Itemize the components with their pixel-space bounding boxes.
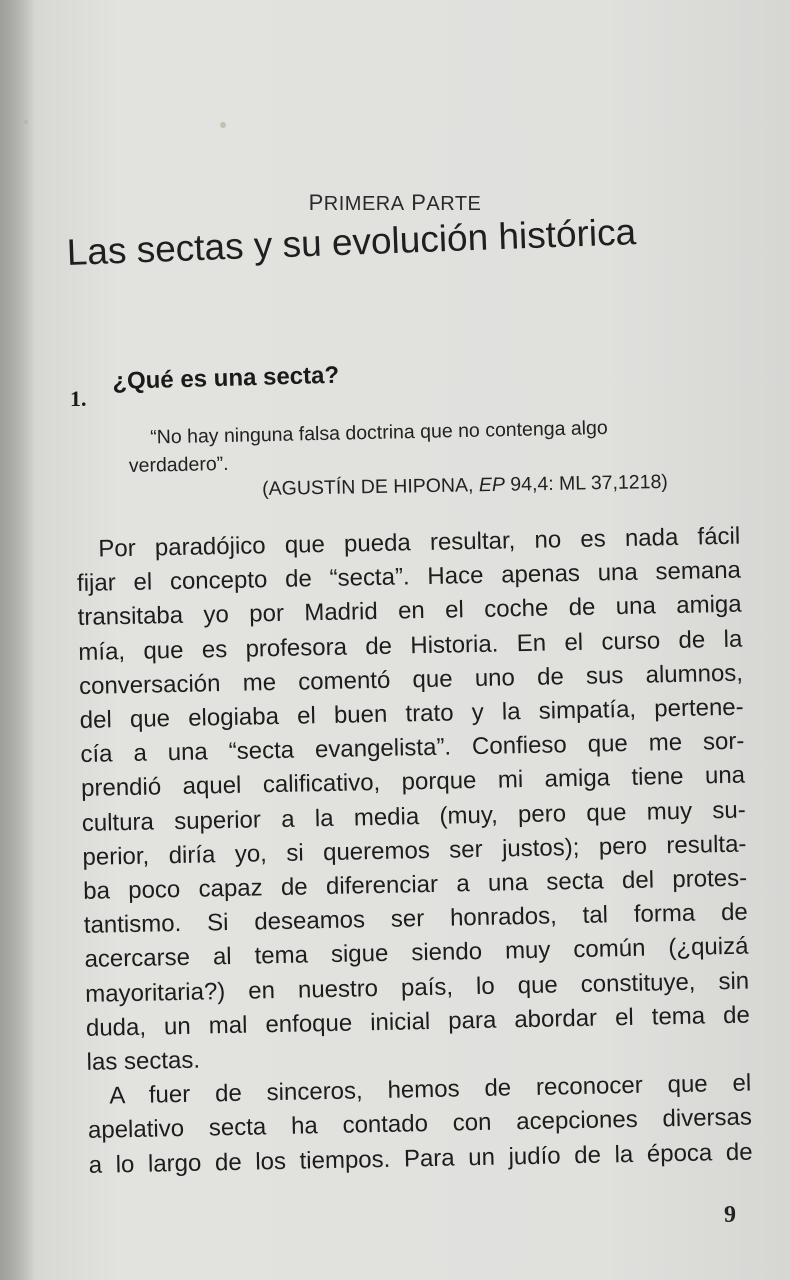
text-line: tantismo. Si deseamos ser honrados, tal forma de bbox=[83, 898, 749, 940]
chapter-title: Las sectas y su evolución histórica bbox=[66, 211, 637, 273]
citation-work: EP bbox=[478, 473, 506, 497]
text-line: cía a una “secta evangelista”. Confieso que me sor- bbox=[80, 727, 745, 769]
text-line: ba poco capaz de diferenciar a una secta del protes- bbox=[82, 864, 748, 905]
section-title: ¿Qué es una secta? bbox=[112, 361, 340, 395]
part-label-rest-2: ARTE bbox=[426, 193, 482, 215]
text-line: mayoritaria?) en nuestro país, lo que constituye, sin bbox=[84, 967, 750, 1008]
epigraph-line: verdadero”. bbox=[128, 452, 229, 477]
citation-author: (AGUSTÍN DE HIPONA, bbox=[262, 474, 474, 500]
citation-reference: 94,4: ML 37,1218) bbox=[510, 470, 669, 496]
text-line: apelativo secta ha contado con acepciones diversas bbox=[87, 1104, 753, 1145]
epigraph bbox=[128, 411, 739, 480]
part-label-initial: P bbox=[308, 190, 324, 215]
text-line: Por paradójico que pueda resultar, no es nada fácil bbox=[98, 522, 741, 563]
text-line: A fuer de sinceros, hemos de reconocer que el bbox=[109, 1069, 752, 1110]
text-line: transitaba yo por Madrid en el coche de una amiga bbox=[77, 591, 742, 632]
text-line: a lo largo de los tiempos. Para un judío de la época de bbox=[88, 1138, 753, 1179]
text-line: cultura superior a la media (muy, pero que muy su- bbox=[81, 796, 746, 837]
text-line: del que elogiaba el buen trato y la simpatía, pertene- bbox=[79, 693, 744, 734]
section-number: 1. bbox=[70, 386, 87, 411]
part-label-rest: RIMERA bbox=[323, 193, 405, 215]
body-text bbox=[76, 520, 753, 1183]
page-number: 9 bbox=[724, 1202, 736, 1228]
paper-speck bbox=[220, 122, 226, 128]
text-line: fijar el concepto de “secta”. Hace apenas una semana bbox=[76, 556, 742, 598]
epigraph-line: “No hay ninguna falsa doctrina que no contenga algo bbox=[150, 416, 608, 449]
text-line: acercarse al tema sigue siendo muy común (¿quizá bbox=[84, 933, 749, 974]
text-line: conversación me comentó que uno de sus alumnos, bbox=[78, 659, 744, 700]
paper-speck bbox=[24, 120, 28, 124]
text-line: perior, diría yo, si queremos ser justos); pero resulta- bbox=[82, 830, 747, 871]
part-label-initial-2: P bbox=[411, 190, 427, 215]
text-line: prendió aquel calificativo, porque mi amiga tiene una bbox=[80, 762, 746, 803]
text-line: las sectas. bbox=[86, 1046, 201, 1076]
text-line: mía, que es profesora de Historia. En el curso de la bbox=[78, 625, 743, 666]
text-line: duda, un mal enfoque inicial para abordar el tema de bbox=[85, 1001, 751, 1042]
